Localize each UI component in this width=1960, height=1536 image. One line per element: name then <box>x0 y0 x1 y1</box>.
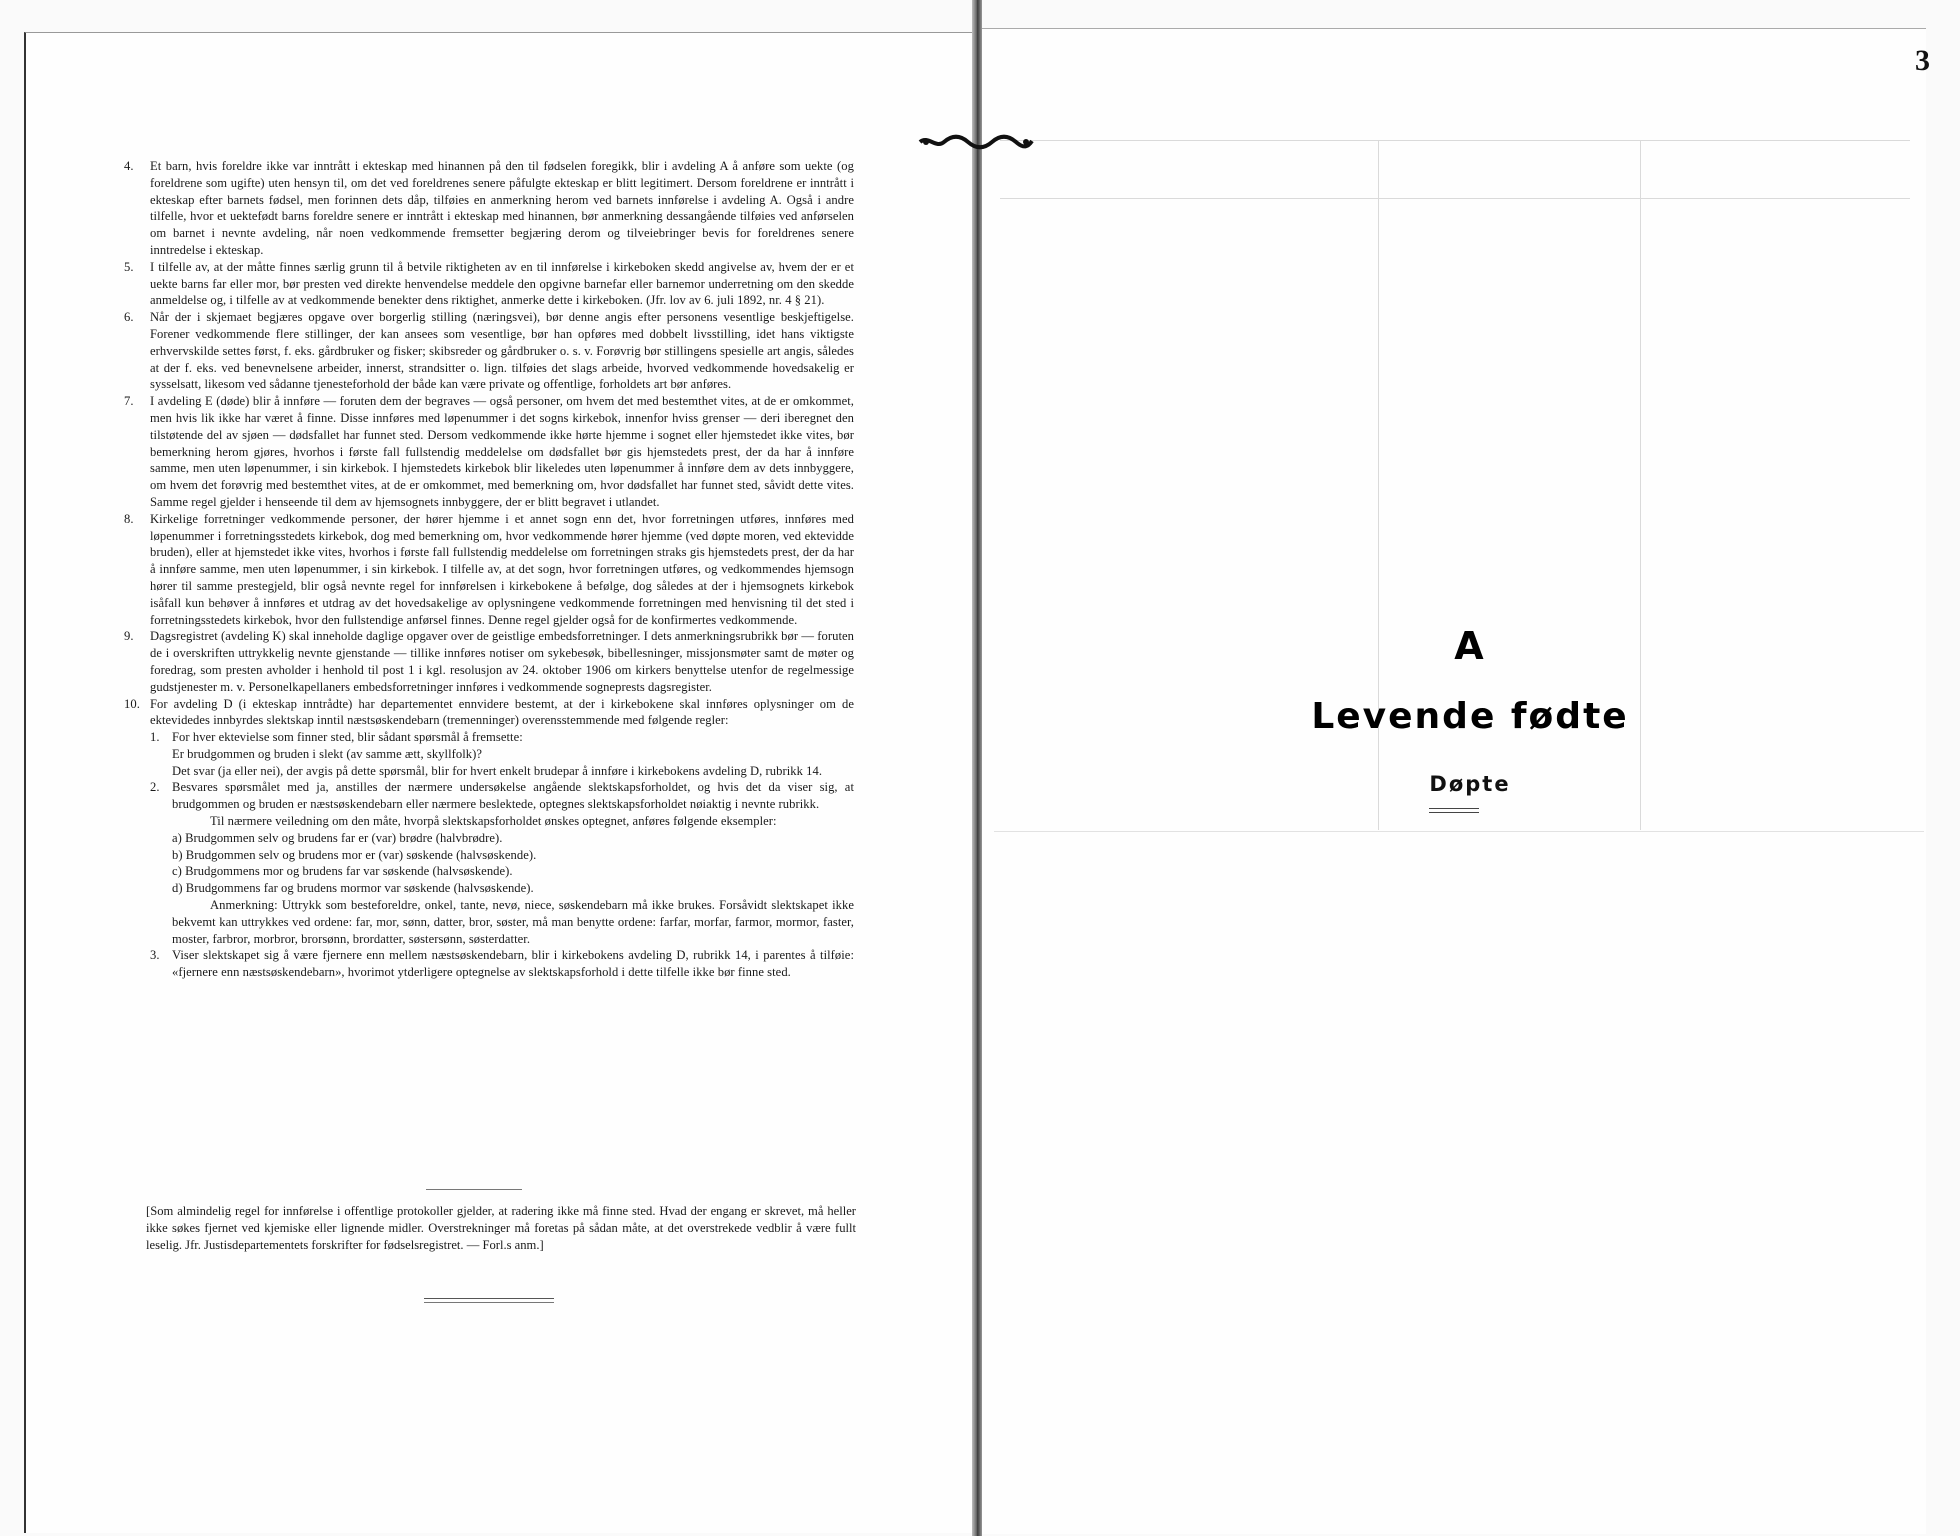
subrule-answer: Det svar (ja eller nei), der avgis på dette spørsmål, blir for hvert enkelt brudepar å innføre i kirkebokens avdeling D, rubrikk 14. <box>172 763 823 778</box>
rule-body: For avdeling D (i ekteskap inntrådte) har departementet ennvidere bestemt, at der i kirkebokene skal innføres oplysninger om de ektevidedes innbyrdes slektskap inntil næstsøskendebarn (tremenninger) overensstemmende med følgende regler: <box>150 696 854 728</box>
subrule-1 <box>150 729 854 779</box>
subrule-text: For hver ektevielse som finner sted, blir sådant spørsmål å fremsette: <box>172 730 523 745</box>
rule-number: 5. <box>124 259 134 274</box>
ornament-icon <box>918 133 1034 151</box>
subrule-body: Besvares spørsmålet med ja, anstilles der nærmere undersøkelse angående slektskapsforholdet, og hvis det da viser sig, at brudgommen og bruden er næstsøskendebarn eller nærmere beslektede, optegnes slektskapsforholdet nøiaktig i nevnte rubrikk. <box>172 780 854 812</box>
example-a: a) Brudgommen selv og brudens far er (var) brødre (halvbrødre). <box>172 830 503 845</box>
subrule-number: 1. <box>150 730 160 745</box>
publisher-note: [Som almindelig regel for innførelse i offentlige protokoller gjelder, at radering ikke må finne sted. Hvad der engang er skrevet, må heller ikke søkes fjernet ved kjemiske eller lignende midler. Overstrekninger må foretas på sådan måte, at det overstrekede vedblir å være fullt leselig. Jfr. Justisdepartementets forskrifter for fødselsregistret. — Forl.s anm.] <box>146 1204 856 1252</box>
rules-text <box>124 158 854 981</box>
rule-body: Dagsregistret (avdeling K) skal inneholde daglige opgaver over de geistlige embedsforretninger. I dets anmerkningsrubrikk bør — foruten de i overskriften uttrykkelig nevnte gjenstande — tillike innføres notiser om sykebesøk, bibellesninger, missjonsmøter samt de møter og foredrag, som presten avholder i henhold til post 1 i kgl. resolusjon av 24. oktober 1906 om kirkers benyttelse utenfor de regelmessige gudstjenester m. v. Personelkapellaners embedsforretninger innføres i vedkommende sogneprests dagsregister. <box>150 629 854 694</box>
subrule-2 <box>150 779 854 813</box>
rule-number: 6. <box>124 310 134 325</box>
subrule-body: Viser slektskapet sig å være fjernere enn mellem næstsøskendebarn, blir i kirkebokens avdeling D, rubrikk 14, i parentes å tilføie: «fjernere enn næstsøskendebarn», hvorimot ytderligere optegnelse av slektskapsforhold i dette tilfelle ikke bør finne sted. <box>172 948 854 980</box>
rule-10 <box>124 696 854 730</box>
rule-number: 7. <box>124 394 134 409</box>
divider <box>1429 808 1479 813</box>
rule-number: 8. <box>124 511 134 526</box>
rule-4 <box>124 158 854 259</box>
page-number: 3 <box>1915 44 1930 77</box>
rule-5 <box>124 259 854 309</box>
rule-9 <box>124 628 854 695</box>
section-subtitle: Døpte <box>1429 772 1511 796</box>
example-c: c) Brudgommens mor og brudens far var søskende (halvsøskende). <box>172 864 513 879</box>
example-d: d) Brudgommens far og brudens mormor var søskende (halvsøskende). <box>172 881 534 896</box>
remark: Anmerkning: Uttrykk som besteforeldre, onkel, tante, nevø, niece, søskendebarn må ikke brukes. Forsåvidt slektskapet ikke bekvemt kan uttrykkes ved ordene: far, mor, sønn, datter, bror, søster, må man benytte ordene: farfar, morfar, farmor, mormor, faster, moster, farbror, morbror, brorsønn, brordatter, søstersønn, søsterdatter. <box>172 898 854 946</box>
bleed-through-line <box>994 831 1924 832</box>
rule-number: 9. <box>124 629 134 644</box>
subrule-body <box>172 729 854 779</box>
divider <box>424 1298 554 1303</box>
rule-body: Kirkelige forretninger vedkommende personer, der hører hjemme i et annet sogn enn det, hvor forretningen utføres, innføres med løpenummer i forretningsstedets kirkebok, dog med bemerkning om, hvor vedkommende hører hjemme (ved døpte moren, ved ektevidde bruden), eller at hjemstedet ikke vites, hvorhos i første fall fullstendig meddelelse om forretningen straks gis hjemstedets prest, der da har å innføre samme, men uten løpenummer, i sin kirkebok. I tilfelle av, at det sogn, hvor forretningen utføres, og vedkommendes hjemsogn hører til samme prestegjeld, blir også nevnte regel for innførelsen i kirkebokene å befølge, dog således at der i hjemsognets kirkebok isåfall kun behøver å innføres et utdrag av det hovedsakelige av oplysningene vedkommende forretningen med henvisning til det sted i forretningsstedets kirkebok, hvor den fullstendige anførsel finnes. Denne regel gjelder også for de konfirmertes vedkommende. <box>150 511 854 627</box>
section-letter: A <box>1454 624 1484 668</box>
rule-body: I avdeling E (døde) blir å innføre — foruten dem der begraves — også personer, om hvem det med bestemthet vites, at de er omkommet, men hvis lik ikke har været å finne. Disse innføres med løpenummer i det sogns kirkebok, innenfor hviss grenser — deri iberegnet den tilstøtende del av sjøen — dødsfallet har funnet sted. Dersom vedkommende ikke hørte hjemme i sognet eller hjemstedet ikke vites, bør bemerkning herom gjøres, hvorhos i første fall fullstendig meddelelse om dødsfallet bør gis hjemstedets prest, der da har å innføre samme, men uten løpenummer, i sin kirkebok. I hjemstedets kirkebok blir likeledes uten løpenummer å innføre dem av dets innbyggere, om hvem det forøvrig med bestemthet vites, at de er omkommet, med bemerkning om, hvor dødsfallet har funnet sted, såvidt dette vites. Samme regel gjelder i henseende til dem av hjemsognets innbyggere, der er blitt begravet i utlandet. <box>150 394 854 509</box>
rule-body: Et barn, hvis foreldre ikke var inntrått i ekteskap med hinannen på den til fødselen foregikk, blir i avdeling A å anføre som uekte (og foreldrene som ugifte) uten hensyn til, om det ved foreldrenes senere påfulgte ekteskap er blitt legitimert. Dersom foreldrene er inntrått i ekteskap efter barnets fødsel, men forinnen dets dåp, tilføies en anmerkning herom ved barnets innførelse i avdeling A. Også i andre tilfelle, hvor et uektefødt barns foreldre senere er inntrått i ekteskap med hinannen, bør anmerkning dessangående tilføies ved anførselen om barnet i nevnte avdeling, når noen vedkommende fremsetter begjæring derom og tilveiebringer bevis for foreldrenes senere inntredelse i ekteskap. <box>150 159 854 257</box>
bleed-through-line <box>1000 198 1910 199</box>
rule-8 <box>124 511 854 629</box>
examples-intro: Til nærmere veiledning om den måte, hvorpå slektskapsforholdet ønskes optegnet, anføres følgende eksempler: <box>210 814 777 829</box>
subrule-3 <box>150 947 854 981</box>
divider <box>426 1189 522 1190</box>
rule-7 <box>124 393 854 511</box>
subrule-question: Er brudgommen og bruden i slekt (av samme ætt, skyllfolk)? <box>172 746 482 761</box>
rule-body: Når der i skjemaet begjæres opgave over borgerlig stilling (næringsvei), bør denne angis efter personens vesentlige beskjeftigelse. Forener vedkommende flere stillinger, der kan ansees som vesentlige, bør han opføres med dobbelt livsstilling, idet hans viktigste erhvervskilde settes først, f. eks. gårdbruker og fisker; skibsreder og gårdbruker o. s. v. Forøvrig bør stillingens spesielle art angis, således at der f. eks. ved benevnelsene arbeider, innerst, strandsitter o. lign. tilføies det slags arbeide, hvorved vedkommende hovedsakelig er sysselsatt, likesom ved sådanne tjenesteforhold der både kan være private og offentlige, forholdets art bør anføres. <box>150 310 854 392</box>
bleed-through-line <box>1000 140 1910 141</box>
subrule-number: 3. <box>150 948 160 963</box>
subrule-number: 2. <box>150 780 160 795</box>
rule-6 <box>124 309 854 393</box>
rule-number: 10. <box>124 696 140 711</box>
example-b: b) Brudgommen selv og brudens mor er (var) søskende (halvsøskende). <box>172 847 537 862</box>
book-gutter <box>972 0 982 1536</box>
rule-number: 4. <box>124 159 134 173</box>
section-title: Levende fødte <box>1311 696 1629 737</box>
rule-body: I tilfelle av, at der måtte finnes særlig grunn til å betvile riktigheten av en til innførelse i kirkeboken skedd angivelse av, hvem der er et uekte barns far eller mor, bør presten ved direkte henvendelse meddele den opgivne barnefar eller barnemor underretning om den skedde anmeldelse og, i tilfelle av at vedkommende benekter dens riktighet, anmerke dette i kirkeboken. (Jfr. lov av 6. juli 1892, nr. 4 § 21). <box>150 259 854 308</box>
